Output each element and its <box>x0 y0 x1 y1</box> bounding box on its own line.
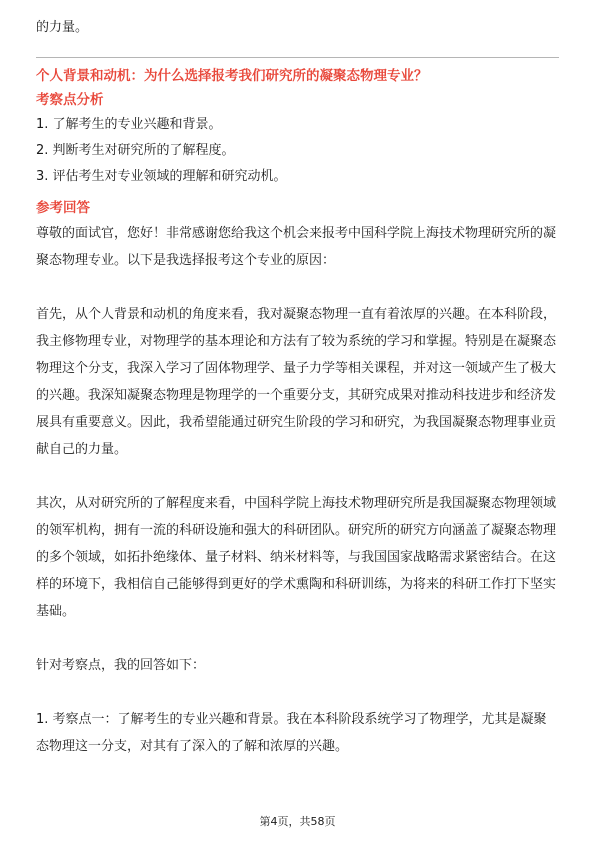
answer-paragraph: 首先，从个人背景和动机的角度来看，我对凝聚态物理一直有着浓厚的兴趣。在本科阶段，我主修物理专业，对物理学的基本理论和方法有了较为系统的学习和掌握。特别是在凝聚态物理这个分支，我深入学习了固体物理学、量子力学等相关课程，并对这一领域产生了极大的兴趣。我深知凝聚态物理是物理学的一个重要分支，其研究成果对推动科技进步和经济发展具有重要意义。因此，我希望能通过研究生阶段的学习和研究，为我国凝聚态物理事业贡献自己的力量。 <box>36 307 557 457</box>
answer-paragraph: 针对考察点，我的回答如下： <box>36 658 206 673</box>
paragraph-gap <box>36 625 559 652</box>
question-heading: 个人背景和动机：为什么选择报考我们研究所的凝聚态物理专业？ <box>36 68 428 84</box>
section-divider <box>36 57 559 58</box>
analysis-point: 3. 评估考生对专业领域的理解和研究动机。 <box>36 169 287 184</box>
paragraph-gap <box>36 274 559 301</box>
analysis-point: 2. 判断考生对研究所的了解程度。 <box>36 143 235 158</box>
answer-paragraph: 其次，从对研究所的了解程度来看，中国科学院上海技术物理研究所是我国凝聚态物理领域的领军机构，拥有一流的科研设施和强大的科研团队。研究所的研究方向涵盖了凝聚态物理的多个领域，如拓扑绝缘体、量子材料、纳米材料等，与我国国家战略需求紧密结合。在这样的环境下，我相信自己能够得到更好的学术熏陶和科研训练，为将来的科研工作打下坚实基础。 <box>36 496 557 619</box>
answer-paragraph: 1. 考察点一：了解考生的专业兴趣和背景。我在本科阶段系统学习了物理学，尤其是凝聚态物理这一分支，对其有了深入的了解和浓厚的兴趣。 <box>36 712 547 754</box>
analysis-point: 1. 了解考生的专业兴趣和背景。 <box>36 117 222 132</box>
paragraph-gap <box>36 679 559 706</box>
paragraph-gap <box>36 463 559 490</box>
page-content <box>36 14 559 760</box>
answer-paragraph: 尊敬的面试官，您好！非常感谢您给我这个机会来报考中国科学院上海技术物理研究所的凝聚态物理专业。以下是我选择报考这个专业的原因： <box>36 226 557 268</box>
lead-in-text: 的力量。 <box>36 20 89 35</box>
page-footer: 第4页，共58页 <box>259 815 336 828</box>
analysis-points <box>36 112 559 190</box>
analysis-label: 考察点分析 <box>36 92 104 108</box>
answer-label: 参考回答 <box>36 200 90 216</box>
